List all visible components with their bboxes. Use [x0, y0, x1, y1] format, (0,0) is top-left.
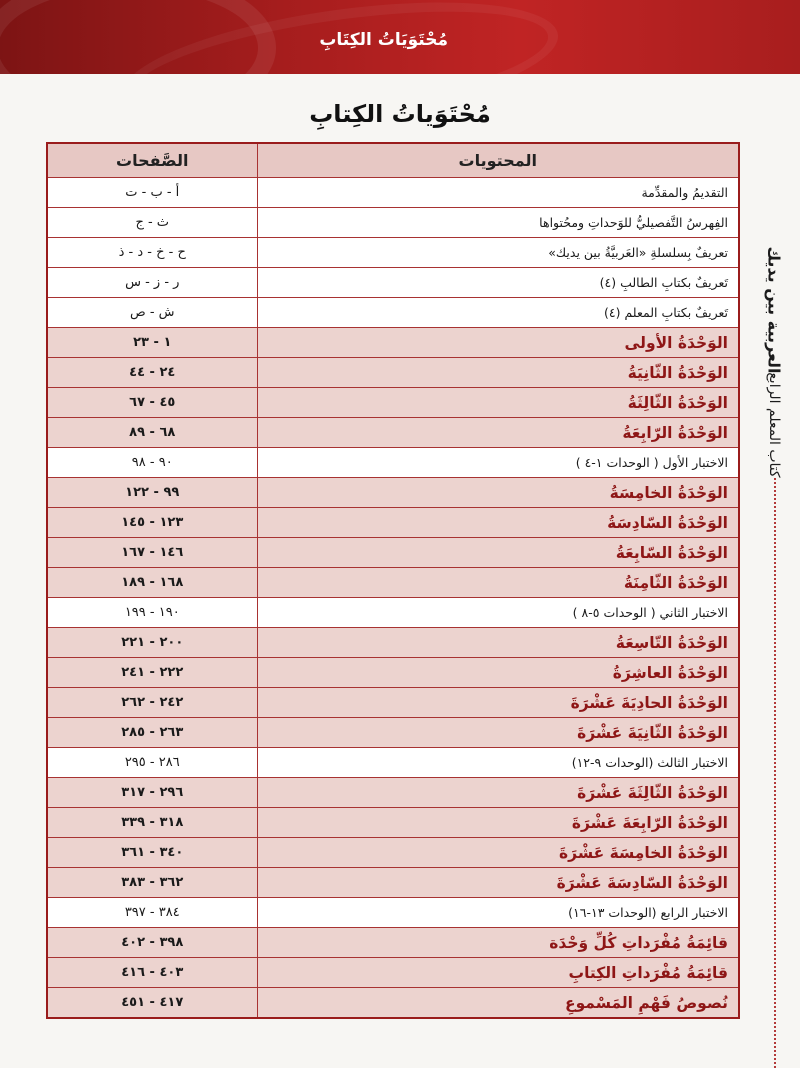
contents-table	[46, 142, 740, 1019]
row-pages: ٤٥ - ٦٧	[47, 388, 257, 418]
row-title: التقديمُ والمقدِّمة	[257, 178, 739, 208]
contents-header: المحتويات	[257, 143, 739, 178]
table-row	[47, 208, 739, 238]
table-row	[47, 268, 739, 298]
row-pages: ١٢٣ - ١٤٥	[47, 508, 257, 538]
table-header-row	[47, 143, 739, 178]
row-pages: ٩٩ - ١٢٢	[47, 478, 257, 508]
row-pages: ٤٠٣ - ٤١٦	[47, 958, 257, 988]
table-row	[47, 478, 739, 508]
row-title: الاختبار الثاني ( الوحدات ٥-٨ )	[257, 598, 739, 628]
table-row	[47, 508, 739, 538]
table-row	[47, 298, 739, 328]
row-title: تَعريفٌ بكتابِ المعلم (٤)	[257, 298, 739, 328]
row-pages: ١٩٠ - ١٩٩	[47, 598, 257, 628]
row-pages: ٢٩٦ - ٣١٧	[47, 778, 257, 808]
row-pages: ٢٠٠ - ٢٢١	[47, 628, 257, 658]
table-row	[47, 538, 739, 568]
row-pages: ١ - ٢٣	[47, 328, 257, 358]
row-title: الوَحْدَةُ الأولى	[257, 328, 739, 358]
row-title: الوَحْدَةُ الثّامِنَةُ	[257, 568, 739, 598]
row-pages: ٣١٨ - ٣٣٩	[47, 808, 257, 838]
row-title: الوَحْدَةُ السّابِعَةُ	[257, 538, 739, 568]
row-pages: ٢٤٢ - ٢٦٢	[47, 688, 257, 718]
page-title: مُحْتَوَياتُ الكِتابِ	[309, 100, 491, 128]
row-title: تَعريفٌ بكتابِ الطالبِ (٤)	[257, 268, 739, 298]
contents-table-body	[47, 178, 739, 1019]
row-pages: ٤١٧ - ٤٥١	[47, 988, 257, 1019]
table-row	[47, 988, 739, 1019]
row-pages: ٩٠ - ٩٨	[47, 448, 257, 478]
row-title: الوَحْدَةُ الثّانِيَةُ	[257, 358, 739, 388]
row-pages: ٢٢٢ - ٢٤١	[47, 658, 257, 688]
table-row	[47, 388, 739, 418]
row-pages: ٢٨٦ - ٢٩٥	[47, 748, 257, 778]
book-title: كتاب المعلم الرابع	[766, 372, 782, 478]
top-banner	[0, 0, 800, 74]
table-row	[47, 238, 739, 268]
row-pages: ر - ز - س	[47, 268, 257, 298]
row-title: الاختبار الرابع (الوحدات ١٣-١٦)	[257, 898, 739, 928]
series-title: العربية بين يديك	[764, 246, 784, 374]
banner-title: مُحْتَوَيَاتُ الكِتَابِ	[319, 30, 448, 50]
table-row	[47, 868, 739, 898]
row-pages: ح - خ - د - ذ	[47, 238, 257, 268]
table-row	[47, 688, 739, 718]
row-title: الوَحْدَةُ السّادِسَةُ	[257, 508, 739, 538]
row-pages: ١٦٨ - ١٨٩	[47, 568, 257, 598]
table-row	[47, 898, 739, 928]
row-pages: ١٤٦ - ١٦٧	[47, 538, 257, 568]
table-row	[47, 778, 739, 808]
table-row	[47, 418, 739, 448]
row-title: الوَحْدَةُ السّادِسَةَ عَشْرَةَ	[257, 868, 739, 898]
row-title: الاختبار الثالث (الوحدات ٩-١٢)	[257, 748, 739, 778]
row-title: الوَحْدَةُ التّاسِعَةُ	[257, 628, 739, 658]
row-title: نُصوصُ فَهْمِ المَسْموعِ	[257, 988, 739, 1019]
table-row	[47, 958, 739, 988]
row-title: الوَحْدَةُ العاشِرَةُ	[257, 658, 739, 688]
table-row	[47, 178, 739, 208]
row-title: الوَحْدَةُ الحادِيَةَ عَشْرَةَ	[257, 688, 739, 718]
row-pages: ث - ج	[47, 208, 257, 238]
row-title: الفِهرسُ التَّفصيليُّ للوَحداتِ ومحُتواها	[257, 208, 739, 238]
row-pages: ش - ص	[47, 298, 257, 328]
table-row	[47, 568, 739, 598]
row-title: الوَحْدَةُ الرّابِعَةَ عَشْرَةَ	[257, 808, 739, 838]
table-row	[47, 448, 739, 478]
pages-header: الصَّفحات	[47, 143, 257, 178]
row-pages: أ - ب - ت	[47, 178, 257, 208]
table-row	[47, 838, 739, 868]
row-pages: ٢٤ - ٤٤	[47, 358, 257, 388]
row-title: قائِمَةُ مُفْرَداتِ كُلِّ وَحْدَة	[257, 928, 739, 958]
table-row	[47, 328, 739, 358]
row-title: تعريفٌ بِسلسلةِ «العَربيَّةُ بين يديك»	[257, 238, 739, 268]
row-pages: ٣٤٠ - ٣٦١	[47, 838, 257, 868]
table-row	[47, 748, 739, 778]
row-title: الوَحْدَةُ الخامِسَةَ عَشْرَةَ	[257, 838, 739, 868]
row-pages: ٦٨ - ٨٩	[47, 418, 257, 448]
row-pages: ٣٦٢ - ٣٨٣	[47, 868, 257, 898]
row-title: الوَحْدَةُ الثّانِيَةَ عَشْرَةَ	[257, 718, 739, 748]
table-row	[47, 658, 739, 688]
row-title: قائِمَةُ مُفْرَداتِ الكِتابِ	[257, 958, 739, 988]
side-divider	[774, 478, 776, 1068]
row-pages: ٣٨٤ - ٣٩٧	[47, 898, 257, 928]
table-row	[47, 928, 739, 958]
row-title: الوَحْدَةُ الثّالِثَةُ	[257, 388, 739, 418]
row-pages: ٣٩٨ - ٤٠٢	[47, 928, 257, 958]
table-row	[47, 718, 739, 748]
row-pages: ٢٦٣ - ٢٨٥	[47, 718, 257, 748]
row-title: الوَحْدَةُ الرّابِعَةُ	[257, 418, 739, 448]
table-row	[47, 628, 739, 658]
table-row	[47, 598, 739, 628]
row-title: الوَحْدَةُ الخامِسَةُ	[257, 478, 739, 508]
table-row	[47, 358, 739, 388]
row-title: الوَحْدَةُ الثّالِثَةَ عَشْرَةَ	[257, 778, 739, 808]
table-row	[47, 808, 739, 838]
row-title: الاختبار الأول ( الوحدات ١-٤ )	[257, 448, 739, 478]
